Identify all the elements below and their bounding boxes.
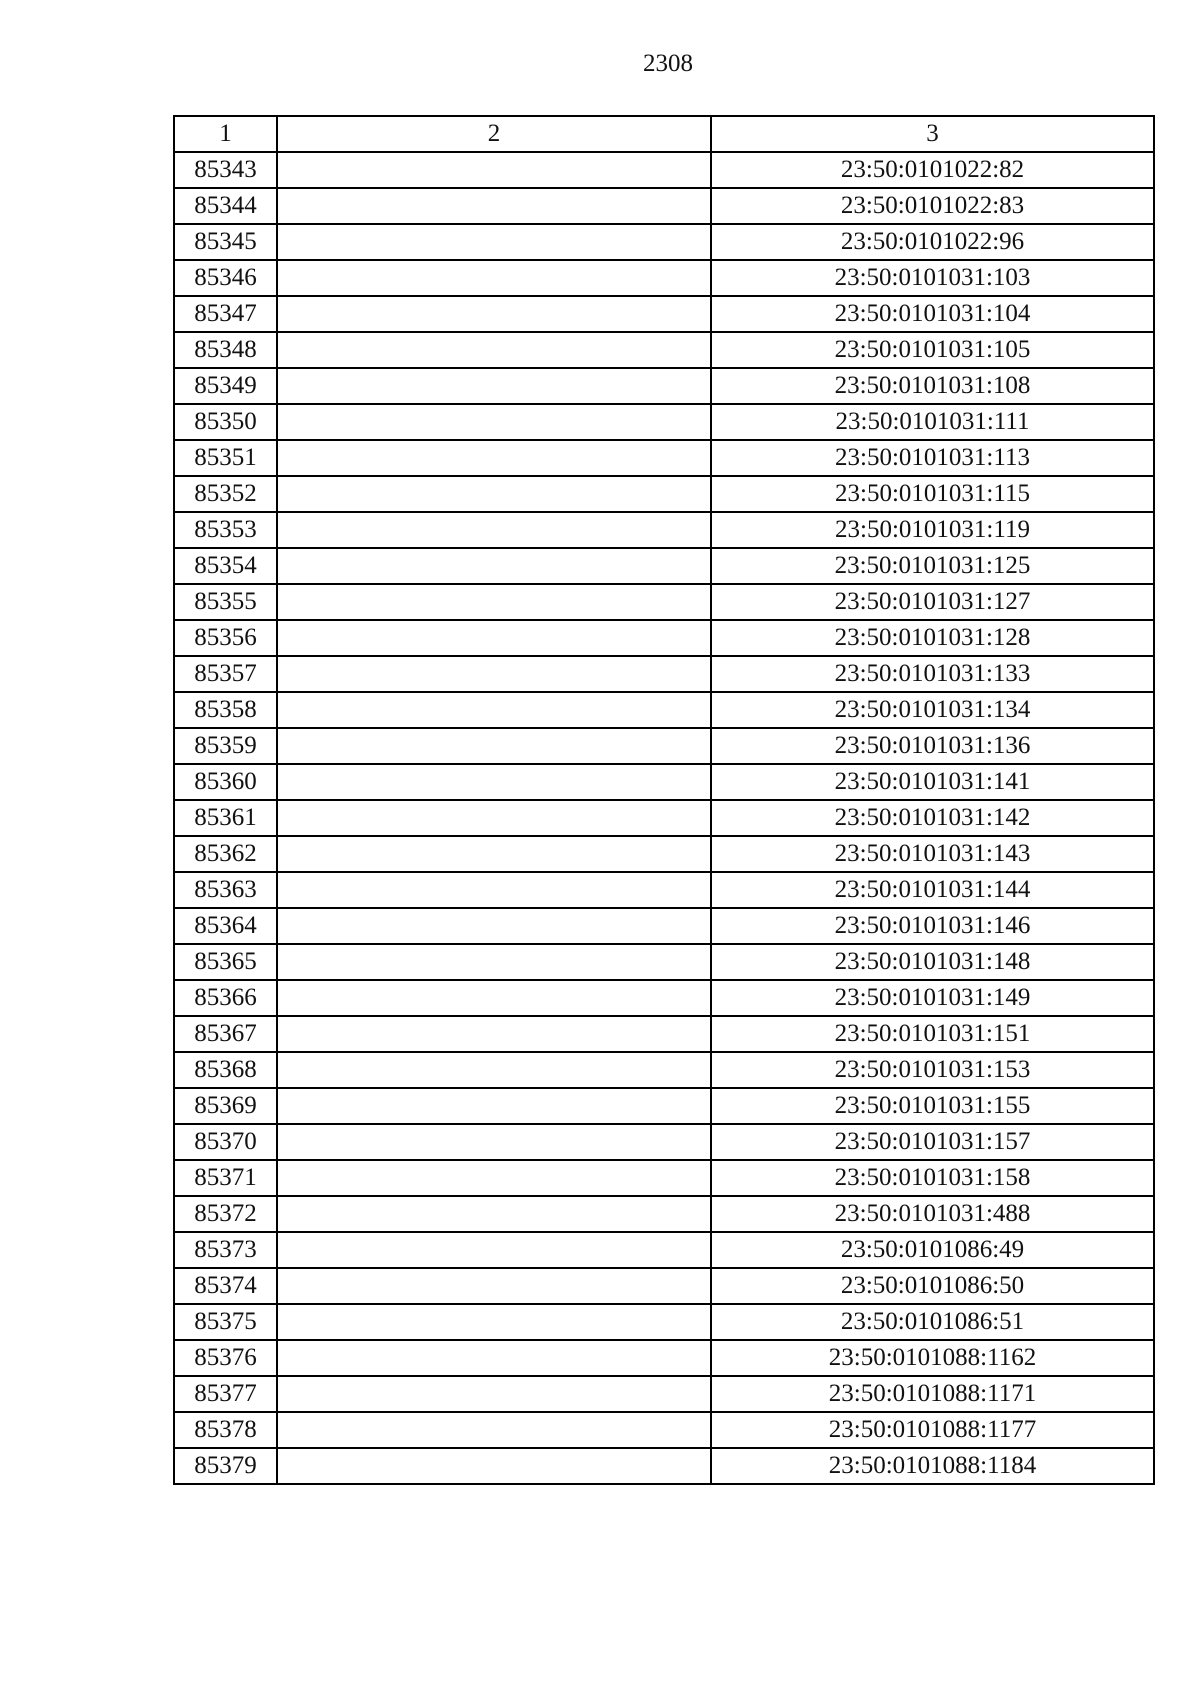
table-row (174, 152, 1154, 188)
row-cadastral-cell: 23:50:0101088:1171 (711, 1376, 1154, 1412)
table-row (174, 764, 1154, 800)
row-name-cell (277, 1052, 711, 1088)
row-cadastral-cell: 23:50:0101031:143 (711, 836, 1154, 872)
row-name-cell (277, 620, 711, 656)
row-cadastral-cell: 23:50:0101022:96 (711, 224, 1154, 260)
row-number-cell: 85344 (174, 188, 277, 224)
row-name-cell (277, 728, 711, 764)
row-name-cell (277, 332, 711, 368)
row-cadastral-cell: 23:50:0101031:103 (711, 260, 1154, 296)
table-row (174, 1376, 1154, 1412)
row-number-cell: 85354 (174, 548, 277, 584)
table-row (174, 584, 1154, 620)
table-row (174, 1124, 1154, 1160)
row-name-cell (277, 800, 711, 836)
row-cadastral-cell: 23:50:0101031:119 (711, 512, 1154, 548)
row-number-cell: 85378 (174, 1412, 277, 1448)
table-row (174, 656, 1154, 692)
row-number-cell: 85368 (174, 1052, 277, 1088)
table-row (174, 1268, 1154, 1304)
row-name-cell (277, 692, 711, 728)
row-name-cell (277, 584, 711, 620)
table-row (174, 512, 1154, 548)
row-number-cell: 85365 (174, 944, 277, 980)
row-name-cell (277, 836, 711, 872)
row-number-cell: 85343 (174, 152, 277, 188)
row-number-cell: 85349 (174, 368, 277, 404)
row-cadastral-cell: 23:50:0101031:153 (711, 1052, 1154, 1088)
row-name-cell (277, 1124, 711, 1160)
row-cadastral-cell: 23:50:0101031:127 (711, 584, 1154, 620)
row-number-cell: 85379 (174, 1448, 277, 1484)
row-number-cell: 85367 (174, 1016, 277, 1052)
table-row (174, 260, 1154, 296)
row-number-cell: 85353 (174, 512, 277, 548)
row-name-cell (277, 1376, 711, 1412)
row-cadastral-cell: 23:50:0101031:115 (711, 476, 1154, 512)
row-cadastral-cell: 23:50:0101031:113 (711, 440, 1154, 476)
row-cadastral-cell: 23:50:0101086:51 (711, 1304, 1154, 1340)
row-number-cell: 85355 (174, 584, 277, 620)
row-number-cell: 85373 (174, 1232, 277, 1268)
row-number-cell: 85362 (174, 836, 277, 872)
row-name-cell (277, 908, 711, 944)
cadastral-table (173, 115, 1155, 1485)
row-name-cell (277, 368, 711, 404)
table-row (174, 728, 1154, 764)
row-name-cell (277, 764, 711, 800)
row-name-cell (277, 296, 711, 332)
row-cadastral-cell: 23:50:0101031:155 (711, 1088, 1154, 1124)
row-name-cell (277, 1304, 711, 1340)
table-row (174, 836, 1154, 872)
row-number-cell: 85372 (174, 1196, 277, 1232)
table-row (174, 692, 1154, 728)
row-cadastral-cell: 23:50:0101031:149 (711, 980, 1154, 1016)
row-cadastral-cell: 23:50:0101031:136 (711, 728, 1154, 764)
row-number-cell: 85369 (174, 1088, 277, 1124)
row-number-cell: 85350 (174, 404, 277, 440)
row-name-cell (277, 872, 711, 908)
row-number-cell: 85348 (174, 332, 277, 368)
row-cadastral-cell: 23:50:0101031:111 (711, 404, 1154, 440)
row-cadastral-cell: 23:50:0101031:125 (711, 548, 1154, 584)
row-cadastral-cell: 23:50:0101088:1162 (711, 1340, 1154, 1376)
row-cadastral-cell: 23:50:0101031:128 (711, 620, 1154, 656)
row-cadastral-cell: 23:50:0101022:82 (711, 152, 1154, 188)
row-name-cell (277, 980, 711, 1016)
row-name-cell (277, 548, 711, 584)
row-number-cell: 85352 (174, 476, 277, 512)
table-row (174, 1196, 1154, 1232)
row-cadastral-cell: 23:50:0101088:1177 (711, 1412, 1154, 1448)
table-row (174, 1016, 1154, 1052)
row-cadastral-cell: 23:50:0101031:141 (711, 764, 1154, 800)
row-name-cell (277, 1196, 711, 1232)
table-row (174, 1160, 1154, 1196)
row-name-cell (277, 1016, 711, 1052)
table-row (174, 1304, 1154, 1340)
page-number: 2308 (643, 50, 693, 77)
table-row (174, 404, 1154, 440)
row-cadastral-cell: 23:50:0101031:105 (711, 332, 1154, 368)
row-cadastral-cell: 23:50:0101031:142 (711, 800, 1154, 836)
table-row (174, 440, 1154, 476)
row-name-cell (277, 1340, 711, 1376)
row-cadastral-cell: 23:50:0101022:83 (711, 188, 1154, 224)
table-row (174, 908, 1154, 944)
row-cadastral-cell: 23:50:0101088:1184 (711, 1448, 1154, 1484)
row-name-cell (277, 1448, 711, 1484)
row-cadastral-cell: 23:50:0101031:157 (711, 1124, 1154, 1160)
table-row (174, 1340, 1154, 1376)
table-row (174, 1088, 1154, 1124)
row-number-cell: 85370 (174, 1124, 277, 1160)
table-row (174, 224, 1154, 260)
row-cadastral-cell: 23:50:0101031:144 (711, 872, 1154, 908)
table-row (174, 980, 1154, 1016)
table-body (174, 152, 1154, 1484)
column-header-3: 3 (711, 116, 1154, 152)
row-number-cell: 85363 (174, 872, 277, 908)
row-name-cell (277, 1268, 711, 1304)
row-name-cell (277, 224, 711, 260)
table-row (174, 548, 1154, 584)
row-name-cell (277, 1232, 711, 1268)
row-number-cell: 85358 (174, 692, 277, 728)
table-row (174, 1448, 1154, 1484)
row-number-cell: 85374 (174, 1268, 277, 1304)
table-header-row (174, 116, 1154, 152)
row-cadastral-cell: 23:50:0101086:50 (711, 1268, 1154, 1304)
row-name-cell (277, 1412, 711, 1448)
row-name-cell (277, 188, 711, 224)
row-cadastral-cell: 23:50:0101031:134 (711, 692, 1154, 728)
row-number-cell: 85377 (174, 1376, 277, 1412)
row-name-cell (277, 152, 711, 188)
table-row (174, 188, 1154, 224)
row-name-cell (277, 476, 711, 512)
row-number-cell: 85357 (174, 656, 277, 692)
table-row (174, 1412, 1154, 1448)
row-name-cell (277, 404, 711, 440)
row-name-cell (277, 512, 711, 548)
row-cadastral-cell: 23:50:0101031:148 (711, 944, 1154, 980)
row-cadastral-cell: 23:50:0101031:104 (711, 296, 1154, 332)
row-cadastral-cell: 23:50:0101031:108 (711, 368, 1154, 404)
table-row (174, 296, 1154, 332)
row-number-cell: 85359 (174, 728, 277, 764)
column-header-1: 1 (174, 116, 277, 152)
row-number-cell: 85347 (174, 296, 277, 332)
row-name-cell (277, 440, 711, 476)
row-cadastral-cell: 23:50:0101031:158 (711, 1160, 1154, 1196)
row-number-cell: 85360 (174, 764, 277, 800)
table-row (174, 368, 1154, 404)
row-number-cell: 85364 (174, 908, 277, 944)
row-number-cell: 85376 (174, 1340, 277, 1376)
row-number-cell: 85361 (174, 800, 277, 836)
row-number-cell: 85351 (174, 440, 277, 476)
row-cadastral-cell: 23:50:0101086:49 (711, 1232, 1154, 1268)
row-cadastral-cell: 23:50:0101031:146 (711, 908, 1154, 944)
row-name-cell (277, 1088, 711, 1124)
table-row (174, 800, 1154, 836)
row-number-cell: 85366 (174, 980, 277, 1016)
table-row (174, 476, 1154, 512)
table-row (174, 1232, 1154, 1268)
table-row (174, 872, 1154, 908)
row-cadastral-cell: 23:50:0101031:488 (711, 1196, 1154, 1232)
column-header-2: 2 (277, 116, 711, 152)
row-cadastral-cell: 23:50:0101031:133 (711, 656, 1154, 692)
table-row (174, 620, 1154, 656)
row-number-cell: 85346 (174, 260, 277, 296)
row-name-cell (277, 656, 711, 692)
row-name-cell (277, 260, 711, 296)
table-row (174, 1052, 1154, 1088)
table-row (174, 332, 1154, 368)
row-number-cell: 85371 (174, 1160, 277, 1196)
row-number-cell: 85345 (174, 224, 277, 260)
row-name-cell (277, 1160, 711, 1196)
row-cadastral-cell: 23:50:0101031:151 (711, 1016, 1154, 1052)
row-number-cell: 85375 (174, 1304, 277, 1340)
row-name-cell (277, 944, 711, 980)
table-row (174, 944, 1154, 980)
row-number-cell: 85356 (174, 620, 277, 656)
